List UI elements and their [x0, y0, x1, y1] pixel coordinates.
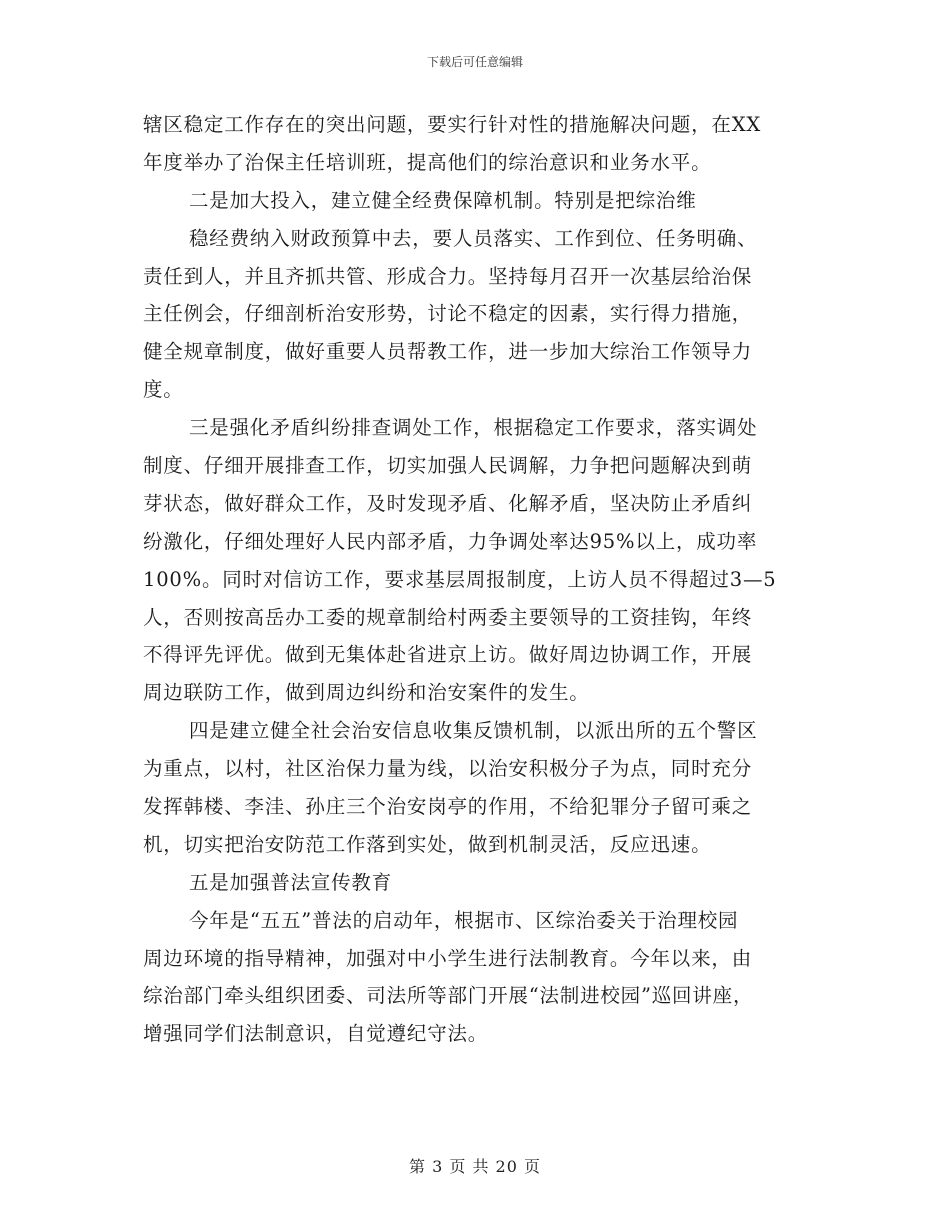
- page-header: 下载后可任意编辑: [426, 55, 523, 69]
- text-line: 周边环境的指导精神，加强对中小学生进行法制教育。今年以来，由: [143, 946, 753, 970]
- text-line: 周边联防工作，做到周边纠纷和治安案件的发生。: [143, 681, 590, 705]
- page-footer: 第 3 页 共 20 页: [409, 1157, 541, 1176]
- text-line: 稳经费纳入财政预算中去，要人员落实、工作到位、任务明确、: [189, 226, 758, 250]
- text-line: 为重点，以村，社区治保力量为线，以治安积极分子为点，同时充分: [143, 757, 753, 781]
- text-line: 纷激化，仔细处理好人民内部矛盾，力争调处率达95%以上，成功率: [143, 529, 758, 553]
- text-line: 今年是“五五”普法的启动年，根据市、区综治委关于治理校园: [189, 908, 739, 932]
- text-line: 辖区稳定工作存在的突出问题，要实行针对性的措施解决问题，在XX: [143, 113, 762, 136]
- text-line: 机，切实把治安防范工作落到实处，做到机制灵活，反应迅速。: [143, 832, 712, 856]
- text-line: 责任到人，并且齐抓共管、形成合力。坚持每月召开一次基层给治保: [143, 264, 753, 288]
- text-line: 发挥韩楼、李洼、孙庄三个治安岗亭的作用，不给犯罪分子留可乘之: [143, 795, 753, 819]
- text-line: 五是加强普法宣传教育: [189, 870, 393, 894]
- text-line: 健全规章制度，做好重要人员帮教工作，进一步加大综治工作领导力: [143, 340, 753, 364]
- text-line: 增强同学们法制意识，自觉遵纪守法。: [143, 1022, 489, 1046]
- document-body: [143, 106, 808, 1053]
- text-line: 二是加大投入，建立健全经费保障机制。特别是把综治维: [189, 188, 697, 212]
- text-line: 四是建立健全社会治安信息收集反馈机制，以派出所的五个警区: [189, 719, 758, 743]
- text-line: 100%。同时对信访工作，要求基层周报制度，上访人员不得超过3—5: [143, 567, 777, 591]
- text-line: 三是强化矛盾纠纷排查调处工作，根据稳定工作要求，落实调处: [189, 416, 758, 440]
- text-line: 年度举办了治保主任培训班，提高他们的综治意识和业务水平。: [143, 150, 712, 174]
- text-line: 制度、仔细开展排查工作，切实加强人民调解，力争把问题解决到萌: [143, 454, 753, 478]
- text-line: 度。: [143, 378, 184, 402]
- text-line: 人，否则按高岳办工委的规章制给村两委主要领导的工资挂钩，年终: [143, 605, 753, 629]
- text-line: 主任例会，仔细剖析治安形势，讨论不稳定的因素，实行得力措施，: [143, 302, 753, 326]
- text-line: 芽状态，做好群众工作，及时发现矛盾、化解矛盾，坚决防止矛盾纠: [143, 491, 753, 515]
- text-line: 不得评先评优。做到无集体赴省进京上访。做好周边协调工作，开展: [143, 643, 753, 667]
- text-line: 综治部门牵头组织团委、司法所等部门开展“法制进校园”巡回讲座，: [143, 984, 754, 1008]
